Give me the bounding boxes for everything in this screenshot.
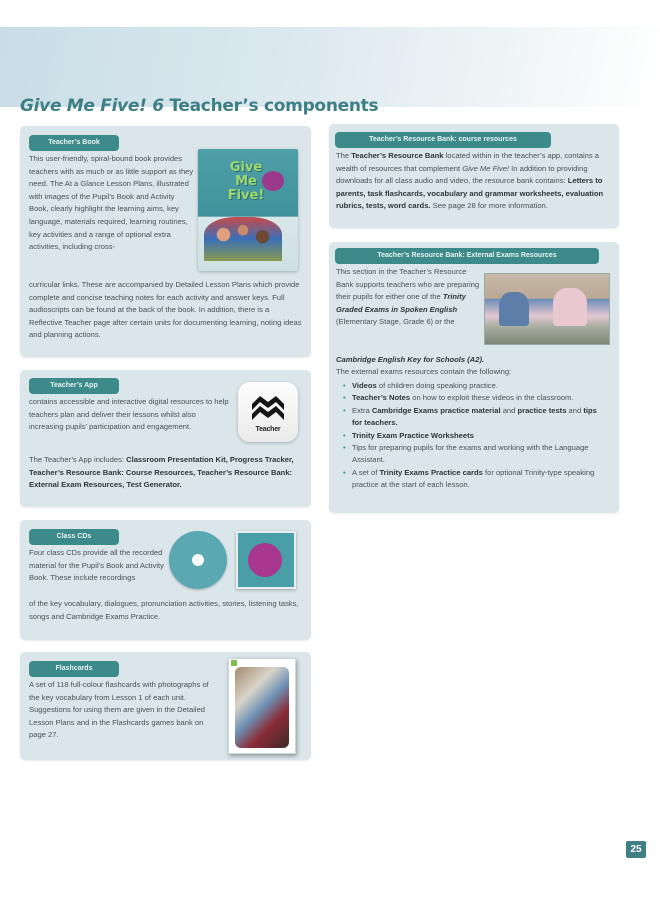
exam-resources-label: Teacher’s Resource Bank: External Exams Resources	[335, 248, 599, 264]
list-item: • Extra Cambridge Exams practice material and practice tests and tips for teachers.	[341, 405, 609, 430]
course-resources-text: The Teacher’s Resource Bank located within in the teacher’s app, contains a wealth of resources that complement Give Me Five! In addition to providing downloads for all class audio and video, the resource bank contains: Letters to parents, task flashcards, vocabulary and grammar worksheets, evaluation rubrics, tests, word cards. See page 28 for more information.	[336, 151, 604, 211]
list-item: • A set of Trinity Exams Practice cards for optional Trinity-type speaking practice at the start of each lesson.	[341, 467, 609, 492]
list-item: • Trinity Exam Practice Worksheets	[341, 430, 609, 442]
course-resources-panel	[329, 124, 619, 228]
exam-resources-list	[341, 380, 609, 492]
list-item: • Tips for preparing pupils for the exams and working with the Language Assistant.	[341, 442, 609, 467]
header-band	[0, 27, 660, 107]
exam-resources-panel	[329, 242, 619, 513]
teachers-app-intro: contains accessible and interactive digital resources to help teachers plan and deliver their lessons whilst also increasing pupils’ participation and engagement.	[29, 397, 229, 432]
page-number: 25	[626, 841, 646, 858]
class-cds-continued: of the key vocabulary, dialogues, pronunciation activities, stories, listening tasks, songs and Cambridge Exams Practice.	[29, 599, 299, 621]
cover-logo: Give Me Five!	[227, 160, 265, 203]
macmillan-logo-icon	[238, 386, 298, 430]
class-cds-panel	[20, 520, 311, 640]
exam-resources-intro: This section in the Teacher’s Resource Bank supports teachers who are preparing their pupils for either one of the Trinity Graded Exams in Spoken English (Elementary Stage, Grade 6) or the	[336, 267, 480, 327]
cd-case-image	[236, 531, 296, 589]
flashcard-tag-icon	[231, 660, 237, 666]
exam-resources-lead: The external exams resources contain the following:	[336, 367, 512, 376]
class-cds-intro: Four class CDs provide all the recorded material for the Pupil’s Book and Activity Book. These include recordings	[29, 548, 164, 583]
exam-resources-cambridge: Cambridge English Key for Schools (A2).	[336, 355, 485, 364]
teachers-app-label: Teacher’s App	[29, 378, 119, 394]
flashcard-image	[228, 658, 296, 754]
teachers-app-panel	[20, 370, 311, 507]
list-item: • Videos of children doing speaking practice.	[341, 380, 609, 392]
teachers-book-continued: curricular links. These are accompanied by Detailed Lesson Plans which provide complete and concise teaching notes for each activity and answer keys. Full audioscripts can be found at the back of the book. In addition, there is a Reflective Teacher page after certain units for documenting learning, noting ideas and planning actions.	[29, 280, 302, 340]
class-cds-label: Class CDs	[29, 529, 119, 545]
teachers-book-panel	[20, 126, 311, 357]
page-title: Give Me Five! 6 Teacher’s components	[20, 96, 379, 116]
teachers-book-cover-image	[198, 149, 298, 271]
list-item: • Teacher’s Notes on how to exploit these videos in the classroom.	[341, 392, 609, 404]
teachers-app-includes: The Teacher’s App includes: Classroom Presentation Kit, Progress Tracker, Teacher’s Resource Bank: Course Resources, Teacher’s Resource Bank: External Exam Resources, Test Generator.	[29, 455, 294, 490]
teachers-book-label: Teacher’s Book	[29, 135, 119, 151]
course-resources-label: Teacher’s Resource Bank: course resources	[335, 132, 551, 148]
flashcards-label: Flashcards	[29, 661, 119, 677]
cover-photo	[204, 217, 282, 261]
flashcards-panel	[20, 652, 311, 760]
teachers-book-intro: This user-friendly, spiral-bound book provides teachers with as much or as little support as they need. The At a Glance Lesson Plans, illustrated with images of the Pupil’s Book and Activity Book, clearly highlight the learning aims, key language, materials required, learning routines, key activities and a range of optional extra activities, including cross-	[29, 154, 194, 252]
flashcards-text: A set of 118 full-colour flashcards with photographs of the key vocabulary from Lesson 1 of each unit. Suggestions for using them are given in the Detailed Lesson Plans and in the Flashcards games bank on page 27.	[29, 680, 209, 740]
speaking-video-image	[484, 273, 610, 345]
teacher-app-icon-label: Teacher	[255, 426, 281, 433]
cd-disc-image	[169, 531, 227, 589]
teacher-app-icon	[238, 382, 298, 442]
